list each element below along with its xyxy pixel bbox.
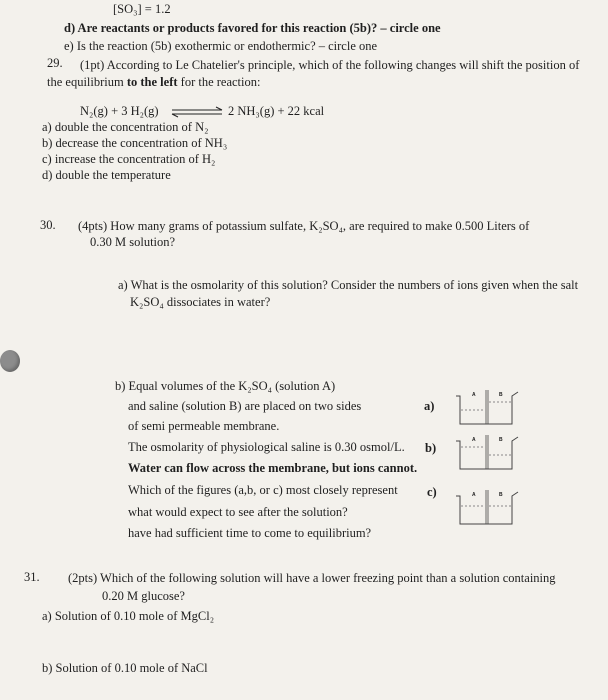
q31-option-a: a) Solution of 0.10 mole of MgCl₂ — [42, 609, 215, 623]
q29-text-part1: the equilibrium — [47, 75, 127, 89]
figure-c-label: c) — [427, 485, 437, 499]
beaker-b-icon — [452, 431, 522, 471]
q31-number: 31. — [24, 570, 40, 584]
q29-option-c: c) increase the concentration of H₂ — [42, 152, 216, 166]
figure-b-side-a: A — [472, 437, 476, 443]
q31-option-b: b) Solution of 0.10 mole of NaCl — [42, 661, 208, 675]
q30b-bold-statement: Water can flow across the membrane, but ions cannot. — [128, 461, 418, 475]
q29-number: 29. — [47, 56, 63, 70]
q30b-line3: of semi permeable membrane. — [128, 419, 280, 433]
figure-c-beaker — [452, 486, 522, 526]
so3-concentration: [SO₃] = 1.2 — [113, 2, 171, 16]
q30-text-line2: 0.30 M solution? — [90, 235, 176, 249]
q30b-line5: Which of the figures (a,b, or c) most closely represent — [128, 483, 398, 497]
figure-a-label: a) — [424, 399, 435, 413]
figure-b-beaker — [452, 431, 522, 471]
figure-b-label: b) — [425, 441, 437, 455]
figure-b-side-b: B — [499, 437, 503, 443]
q29-text-part3: for the reaction: — [177, 75, 261, 89]
q30b-line2: and saline (solution B) are placed on two sides — [128, 399, 362, 413]
figure-c-side-a: A — [472, 492, 476, 498]
q30a-line2: K₂SO₄ dissociates in water? — [130, 295, 271, 309]
q29-option-d: d) double the temperature — [42, 168, 171, 182]
q29-text-line1: (1pt) According to Le Chatelier's principle, which of the following changes will shift the position of — [80, 58, 580, 72]
question-d — [64, 21, 441, 36]
q30-number: 30. — [40, 218, 56, 232]
figure-a-side-b: B — [499, 392, 503, 398]
question-d-text: d) Are reactants or products favored for this reaction (5b)? – circle one — [64, 21, 441, 35]
q30a-line1: a) What is the osmolarity of this solution? Consider the numbers of ions given when the salt — [118, 278, 579, 292]
q29-text-bold: to the left — [126, 75, 178, 89]
q30b-line6: what would expect to see after the solution? — [128, 505, 348, 519]
q29-option-b: b) decrease the concentration of NH₃ — [42, 136, 228, 150]
q29-text-line2 — [47, 75, 260, 90]
q30b-line4: The osmolarity of physiological saline is 0.30 osmol/L. — [128, 440, 405, 454]
figure-a-side-a: A — [472, 392, 476, 398]
question-e-text: e) Is the reaction (5b) exothermic or endothermic? – circle one — [64, 39, 378, 53]
beaker-a-icon — [452, 386, 522, 426]
q30b-line1: b) Equal volumes of the K₂SO₄ (solution A) — [115, 379, 336, 393]
q30b-line7: have had sufficient time to come to equilibrium? — [128, 526, 372, 540]
question-e — [64, 39, 377, 54]
q31-text-line1: (2pts) Which of the following solution will have a lower freezing point than a solution containing — [68, 571, 556, 585]
q31-text-line2: 0.20 M glucose? — [102, 589, 185, 603]
equilibrium-arrow-icon — [170, 106, 224, 118]
reaction-products: 2 NH₃(g) + 22 kcal — [228, 104, 325, 118]
beaker-c-icon — [452, 486, 522, 526]
figure-c-side-b: B — [499, 492, 503, 498]
figure-a-beaker — [452, 386, 522, 426]
reaction-reactants: N₂(g) + 3 H₂(g) — [80, 104, 159, 118]
q29-option-a: a) double the concentration of N₂ — [42, 120, 209, 134]
q30-text-line1: (4pts) How many grams of potassium sulfate, K₂SO₄, are required to make 0.500 Liters of — [78, 219, 530, 233]
circle-marker-icon — [0, 350, 20, 372]
